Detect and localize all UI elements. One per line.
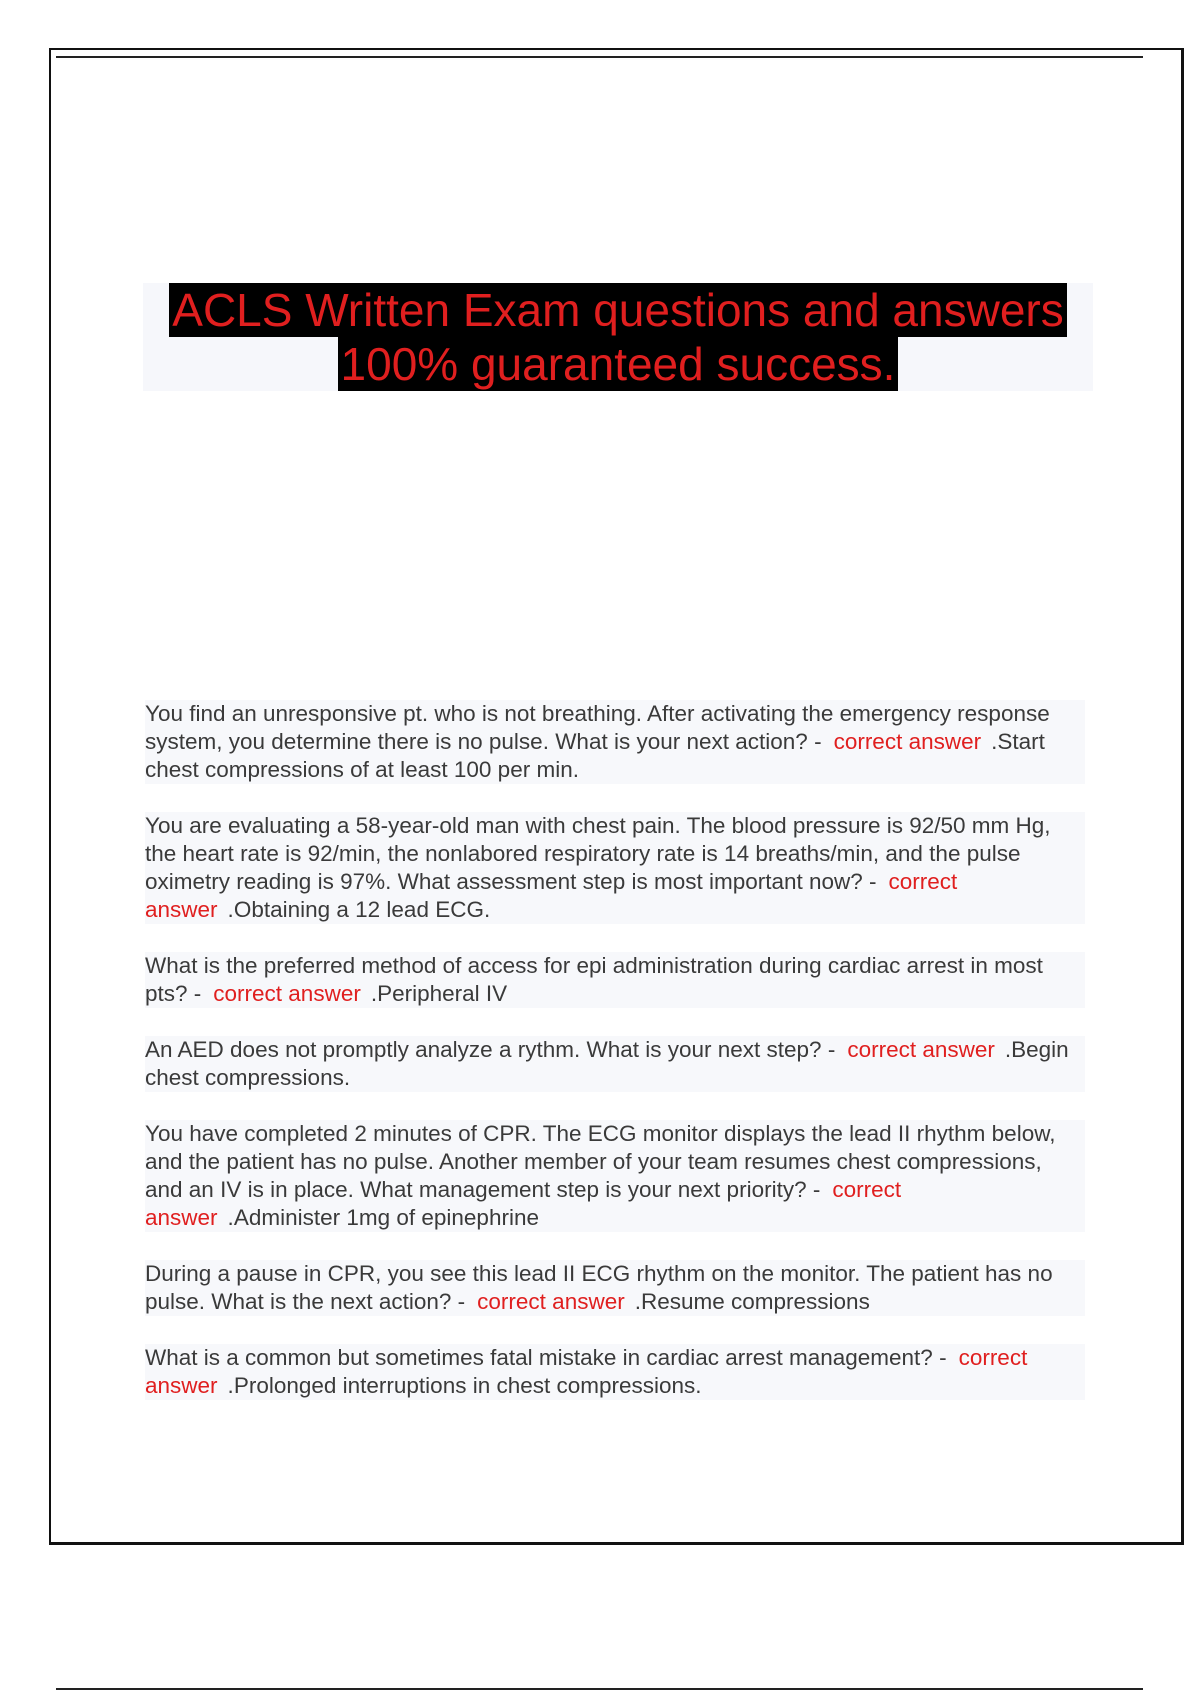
question-text: You find an unresponsive pt. who is not breathing. After activating the emergency response system, you determine there is no pulse. What is your next action? - [145, 701, 1050, 754]
question-text: During a pause in CPR, you see this lead II ECG rhythm on the monitor. The patient has no pulse. What is the next action? - [145, 1261, 1053, 1314]
qa-item: What is the preferred method of access for epi administration during cardiac arrest in most pts? - correct answer .Peripheral IV [145, 952, 1085, 1008]
qa-list [145, 700, 1085, 1428]
answer-text: Start chest compressions of at least 100 per min. [145, 729, 1045, 782]
question-text: What is the preferred method of access for epi administration during cardiac arrest in most pts? - [145, 953, 1043, 1006]
answer-text: Resume compressions [640, 1289, 870, 1314]
qa-item: An AED does not promptly analyze a rythm. What is your next step? - correct answer .Begin chest compressions. [145, 1036, 1085, 1092]
qa-item: You are evaluating a 58-year-old man with chest pain. The blood pressure is 92/50 mm Hg, the heart rate is 92/min, the nonlabored respiratory rate is 14 breaths/min, and the pulse oximetry reading is 97%. What assessment step is most important now? - correct answer .Obtaining a 12 lead ECG. [145, 812, 1085, 924]
answer-label: correct answer [213, 981, 361, 1006]
answer-text: Prolonged interruptions in chest compressions. [233, 1373, 702, 1398]
answer-text: Obtaining a 12 lead ECG. [233, 897, 491, 922]
qa-item: During a pause in CPR, you see this lead II ECG rhythm on the monitor. The patient has no pulse. What is the next action? - correct answer .Resume compressions [145, 1260, 1085, 1316]
question-text: You have completed 2 minutes of CPR. The ECG monitor displays the lead II rhythm below, and the patient has no pulse. Another member of your team resumes chest compressions, and an IV is in place. What management step is your next priority? - [145, 1121, 1056, 1202]
question-text: What is a common but sometimes fatal mistake in cardiac arrest management? - [145, 1345, 947, 1370]
answer-label: correct answer [477, 1289, 625, 1314]
answer-label: correct answer [145, 869, 958, 922]
qa-item: You have completed 2 minutes of CPR. The ECG monitor displays the lead II rhythm below, and the patient has no pulse. Another member of your team resumes chest compressions, and an IV is in place. What management step is your next priority? - correct answer .Administer 1mg of epinephrine [145, 1120, 1085, 1232]
document-title [143, 283, 1093, 391]
answer-label: correct answer [145, 1177, 902, 1230]
answer-label: correct answer [847, 1037, 995, 1062]
qa-item: What is a common but sometimes fatal mistake in cardiac arrest management? - correct answer .Prolonged interruptions in chest compressions. [145, 1344, 1085, 1400]
answer-label: correct answer [145, 1345, 1028, 1398]
answer-text: Begin chest compressions. [145, 1037, 1069, 1090]
answer-label: correct answer [833, 729, 982, 754]
title-line-1: ACLS Written Exam questions and answers [169, 283, 1066, 337]
bottom-rule [56, 1688, 1143, 1690]
answer-text: Peripheral IV [377, 981, 508, 1006]
qa-item: You find an unresponsive pt. who is not breathing. After activating the emergency response system, you determine there is no pulse. What is your next action? - correct answer .Start chest compressions of at least 100 per min. [145, 700, 1085, 784]
title-line-2: 100% guaranteed success. [338, 337, 899, 391]
answer-text: Administer 1mg of epinephrine [233, 1205, 539, 1230]
question-text: You are evaluating a 58-year-old man with chest pain. The blood pressure is 92/50 mm Hg, the heart rate is 92/min, the nonlabored respiratory rate is 14 breaths/min, and the pulse oximetry reading is 97%. What assessment step is most important now? - [145, 813, 1051, 894]
question-text: An AED does not promptly analyze a rythm. What is your next step? - [145, 1037, 836, 1062]
